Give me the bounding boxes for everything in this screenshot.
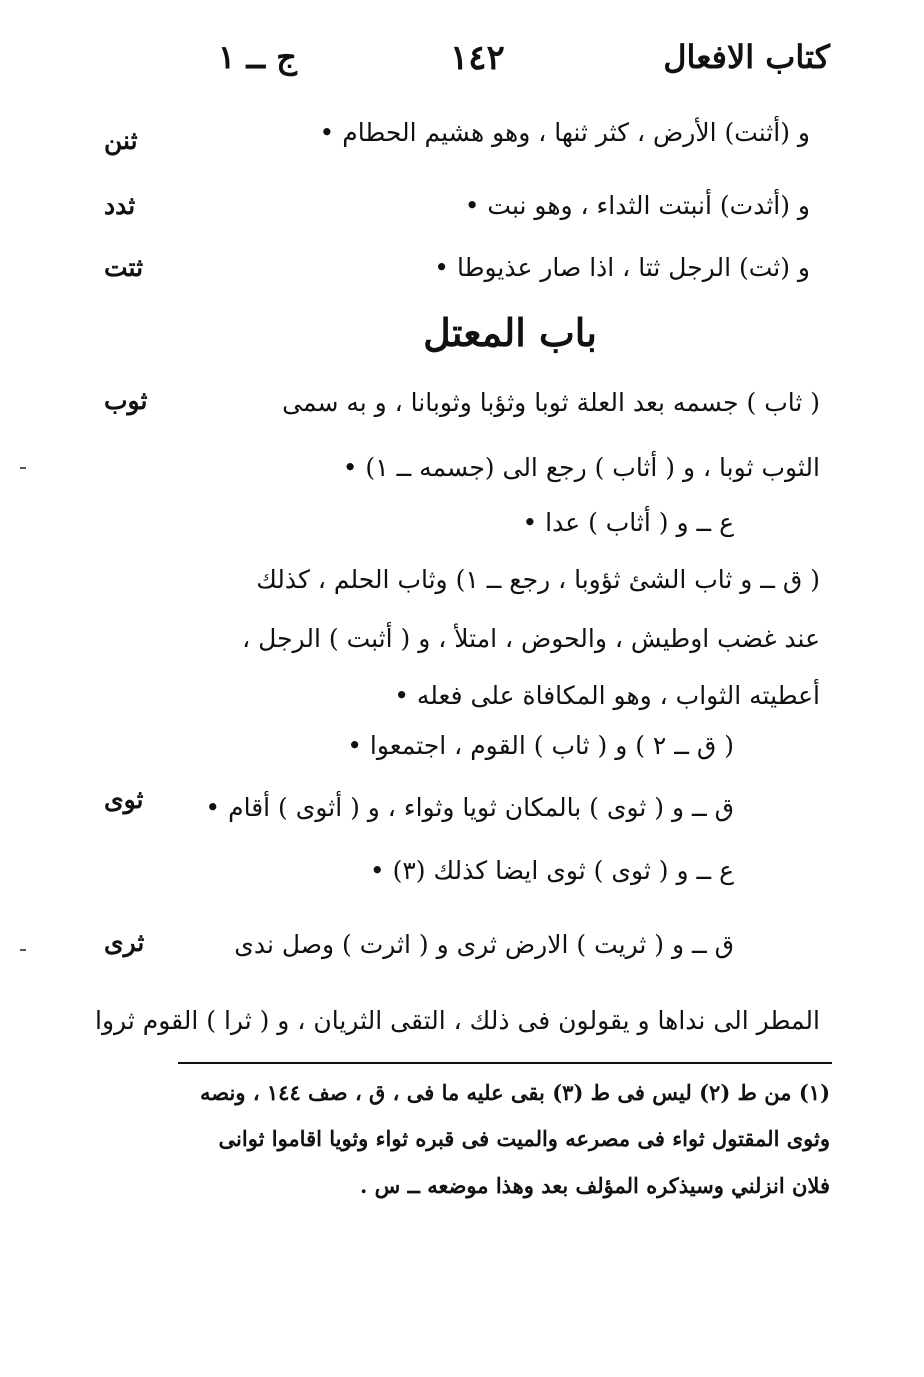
- margin-root: ثتت: [104, 253, 144, 282]
- margin-root: ثنن: [104, 126, 138, 155]
- text-line: عند غضب اوطيش ، والحوض ، امتلأ ، و ( أثبت ) الرجل ،: [242, 624, 820, 653]
- text-line: و (أثدت) أنبتت الثداء ، وهو نبت •: [464, 191, 810, 220]
- text-line: ع ــ و ( ثوى ) ثوى ايضا كذلك (٣) •: [369, 856, 734, 885]
- margin-root: ثوى: [104, 785, 144, 814]
- text-line: الثوب ثوبا ، و ( أثاب ) رجع الى (جسمه ــ ١) •: [342, 453, 820, 482]
- footnote-divider: [178, 1062, 832, 1064]
- footnote-line: وثوى المقتول ثواء فى مصرعه والميت فى قبره ثواء وثويا اقاموا ثوانى: [218, 1126, 830, 1151]
- book-title: كتاب الافعال: [663, 38, 830, 76]
- text-line: و (ثت) الرجل ثتا ، اذا صار عذيوطا •: [434, 253, 810, 282]
- section-heading: باب المعتل: [423, 310, 597, 355]
- text-line: ( ق ــ و ثاب الشئ ثؤوبا ، رجع ــ ١) وثاب الحلم ، كذلك: [256, 565, 820, 594]
- footnote-line: فلان انزلني وسيذكره المؤلف بعد وهذا موضعه ــ س .: [360, 1173, 830, 1198]
- footnote-line: (١) من ط (٢) ليس فى ط (٣) بقى عليه ما فى ، ق ، صف ١٤٤ ، ونصه: [200, 1080, 830, 1105]
- text-line: ع ــ و ( أثاب ) عدا •: [522, 508, 734, 537]
- page-number: ١٤٢: [450, 38, 505, 78]
- margin-root: ثدد: [104, 191, 136, 220]
- text-line: المطر الى نداها و يقولون فى ذلك ، التقى الثريان ، و ( ثرا ) القوم ثروا: [95, 1006, 820, 1035]
- margin-root: ثوب: [104, 386, 148, 415]
- margin-root: ثرى: [104, 928, 145, 957]
- volume-label: ج ــ ١: [218, 38, 297, 76]
- page-header: [190, 38, 830, 88]
- text-line: ق ــ و ( ثوى ) بالمكان ثويا وثواء ، و ( أثوى ) أقام •: [205, 793, 734, 822]
- text-line: ( ثاب ) جسمه بعد العلة ثوبا وثؤبا وثوبانا ، و به سمى: [282, 388, 820, 417]
- text-line: و (أثنت) الأرض ، كثر ثنها ، وهو هشيم الحطام •: [319, 118, 810, 147]
- scan-mark: [20, 467, 26, 469]
- text-line: ق ــ و ( ثريت ) الارض ثرى و ( اثرت ) وصل ندى: [234, 930, 734, 959]
- text-line: أعطيته الثواب ، وهو المكافاة على فعله •: [394, 681, 820, 710]
- text-line: ( ق ــ ٢ ) و ( ثاب ) القوم ، اجتمعوا •: [347, 731, 734, 760]
- scan-mark: [20, 949, 26, 951]
